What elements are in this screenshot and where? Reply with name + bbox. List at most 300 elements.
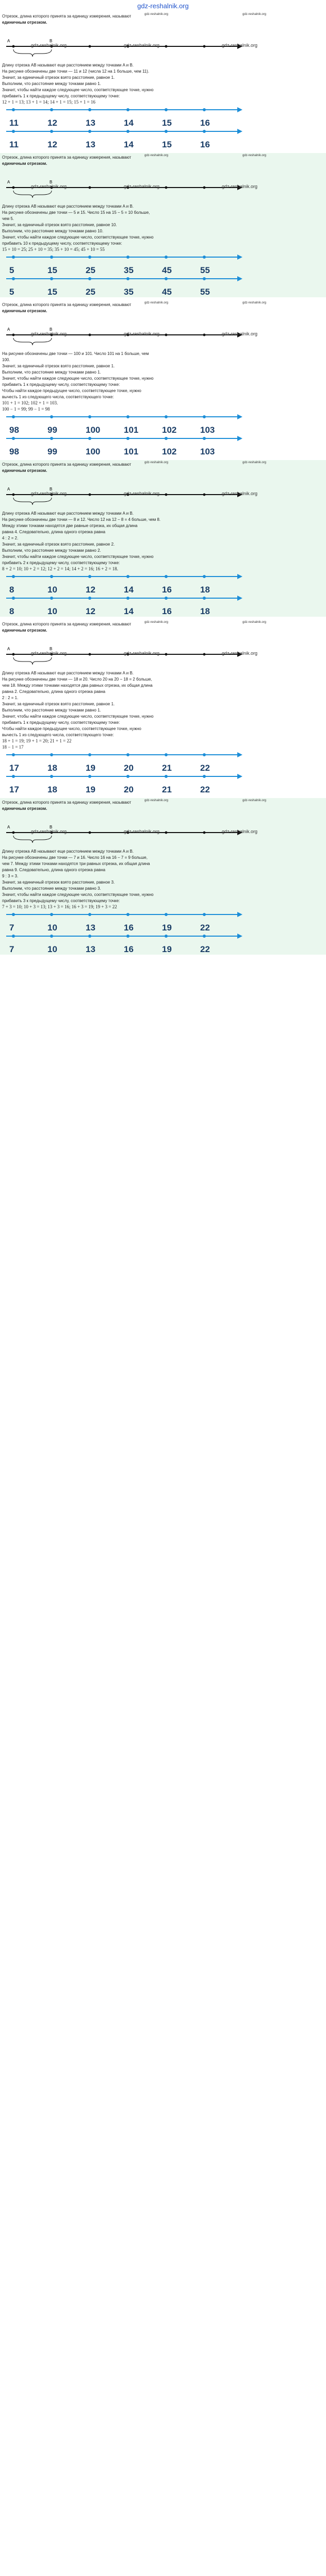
axis-tick (12, 494, 15, 496)
formula: 15 + 10 = 25; 25 + 10 = 35; 35 + 10 = 45; 45 + 10 = 55 (2, 247, 105, 252)
tick-label: 16 (124, 923, 134, 933)
tick-label: 55 (200, 265, 210, 275)
tick-label: 15 (47, 265, 57, 275)
axis-tick (165, 277, 168, 280)
explanation-line: 4 : 2 = 2. (2, 536, 19, 540)
axis-tick (12, 753, 15, 756)
tick-label: 14 (124, 585, 134, 595)
solution-section-1 (0, 12, 326, 150)
section-divider (0, 955, 326, 958)
tick-label: 16 (200, 118, 210, 128)
axis-tick (165, 775, 168, 778)
axis-tick (126, 575, 129, 578)
tick-labels-row (2, 265, 326, 275)
tick-label: 8 (9, 585, 14, 595)
tick-label: 15 (162, 118, 172, 128)
definition-text: Отрезок, длина которого принята за единицу измерения, называют (2, 800, 132, 805)
axis-arrow (237, 596, 242, 601)
axis-arrow (237, 129, 242, 134)
axis-tick (12, 45, 15, 48)
axis-tick (203, 187, 206, 189)
explanation-line: равна 4. Следовательно, длина одного отрезка равна (2, 530, 106, 534)
axis-tick (12, 575, 15, 578)
axis-tick (203, 334, 206, 336)
explanation-line: Выполним, что расстояние между точками равно 3. (2, 886, 101, 891)
axis-tick (203, 575, 206, 578)
formula-secondary: 18 − 1 = 17 (2, 744, 24, 750)
explanation-line: вычесть 1 из следующего числа, соответствующего точке: (2, 733, 114, 737)
tick-labels-row (2, 763, 326, 772)
axis-tick (165, 187, 168, 189)
axis-tick (126, 753, 129, 756)
axis-tick (12, 334, 15, 336)
axis-tick (203, 913, 206, 916)
formula: 101 + 1 = 102; 102 + 1 = 103. (2, 400, 58, 405)
axis-tick (50, 256, 53, 259)
definition-bold: единичным отрезком. (2, 468, 47, 473)
tick-label: 102 (162, 447, 177, 456)
axis-tick (165, 653, 168, 656)
watermark-text: gdz-reshalnik.org (31, 184, 67, 189)
number-line-answer-repeat (2, 275, 326, 296)
tick-label: 10 (47, 585, 57, 595)
tick-label: 25 (86, 265, 95, 275)
explanation-line: На рисунке обозначены две точки — 11 и 12 (числа 12 на 1 больше, чем 11). (2, 69, 150, 74)
tick-label: 10 (47, 923, 57, 933)
tick-labels-row (2, 923, 326, 932)
axis-tick (89, 832, 91, 834)
problem-text: Длину отрезка AB называют еще расстоянием между точками A и B. (2, 511, 134, 516)
watermark-text: gdz-reshalnik.org (144, 461, 169, 464)
tick-label: 101 (124, 447, 139, 456)
explanation-line: Значит, чтобы найти каждое следующее число, соответствующее точке, нужно (2, 88, 154, 92)
unit-brace (13, 836, 52, 843)
explanation-line: прибавить 10 к предыдущему числу, соответствующему точке: (2, 241, 122, 246)
axis-tick (126, 130, 129, 133)
explanation-line: Значит, чтобы найти каждое следующее число, соответствующее точке, нужно (2, 235, 154, 240)
axis-tick (50, 913, 53, 916)
axis-tick (126, 935, 129, 938)
unit-brace (13, 191, 52, 198)
explanation-line: Выполним, что расстояние между точками равно 10. (2, 229, 104, 233)
tick-label: 98 (9, 425, 19, 435)
number-line-answer (2, 910, 326, 932)
definition-text: Отрезок, длина которого принята за единицу измерения, называют (2, 302, 132, 307)
explanation-line: На рисунке обозначены две точки — 5 и 15. Число 15 на 15 − 5 = 10 больше, (2, 210, 150, 215)
tick-label: 16 (162, 585, 172, 595)
content (0, 12, 326, 958)
explanation-line: Выполним, что расстояние между точками равно 1. (2, 370, 101, 375)
definition-text: Отрезок, длина которого принята за единицу измерения, называют (2, 155, 132, 160)
tick-label: 16 (124, 944, 134, 954)
explanation-line: чем 5. (2, 216, 14, 221)
explanation-line: прибавить 3 к предыдущему числу, соответствующему точке: (2, 899, 120, 903)
axis-tick (12, 775, 15, 778)
axis-tick (89, 494, 91, 496)
tick-label: 35 (124, 287, 134, 297)
explanation-line: вычесть 1 из следующего числа, соответствующего точке: (2, 395, 114, 399)
tick-label: 45 (162, 287, 172, 297)
explanation-line: Выполним, что расстояние между точками равно 2. (2, 548, 101, 553)
solution-section-4 (0, 460, 326, 617)
axis-tick (165, 597, 168, 600)
problem-text: Длину отрезка AB называют еще расстоянием между точками A и B. (2, 63, 134, 67)
axis-arrow (237, 774, 242, 779)
formula: 7 + 3 = 10; 10 + 3 = 13; 13 + 3 = 16; 16 + 3 = 19; 19 + 3 = 22 (2, 904, 117, 909)
axis-arrow (237, 912, 242, 917)
explanation-line: Значит, за единичный отрезок взято расстояние, равное 2. (2, 542, 115, 547)
explanation-line: Значит, за единичный отрезок взято расстояние, равное 1. (2, 75, 115, 80)
point-b-label: B (50, 39, 53, 43)
watermark-text: gdz-reshalnik.org (242, 461, 267, 464)
point-a-label: A (7, 825, 10, 829)
axis-tick (88, 597, 91, 600)
tick-label: 16 (162, 606, 172, 616)
explanation-line: Чтобы найти каждое предыдущее число, соответствующее точке, нужно (2, 726, 141, 731)
explanation-line: равна 2. Следовательно, длина одного отрезка равна (2, 689, 106, 694)
number-line-svg (2, 594, 326, 606)
tick-label: 15 (162, 140, 172, 149)
point-a-label: A (7, 487, 10, 492)
tick-label: 16 (200, 140, 210, 149)
axis-tick (89, 187, 91, 189)
tick-label: 99 (47, 447, 57, 456)
axis-tick (126, 597, 129, 600)
explanation-line: Значит, за единичный отрезок взято расстояние, равное 10. (2, 223, 117, 227)
tick-label: 20 (124, 785, 134, 794)
tick-label: 18 (200, 585, 210, 595)
watermark-text: gdz-reshalnik.org (124, 43, 160, 48)
tick-label: 12 (47, 118, 57, 128)
axis-tick (126, 108, 129, 111)
tick-label: 35 (124, 265, 134, 275)
axis-tick (88, 753, 91, 756)
tick-label: 19 (162, 944, 172, 954)
number-line-answer-repeat (2, 772, 326, 794)
tick-label: 103 (200, 447, 215, 456)
axis-tick (50, 597, 53, 600)
explanation-line: чем 18. Между этими точками находятся два равных отрезка, их общая длина (2, 683, 153, 688)
point-a-label: A (7, 180, 10, 184)
number-line-svg (2, 751, 326, 763)
watermark-text: gdz-reshalnik.org (222, 829, 258, 834)
watermark-text: gdz-reshalnik.org (31, 43, 67, 48)
watermark-text: gdz-reshalnik.org (222, 331, 258, 336)
watermark-text: gdz-reshalnik.org (242, 13, 267, 16)
axis-tick (165, 45, 168, 48)
watermark-text: gdz-reshalnik.org (124, 651, 160, 656)
axis-tick (50, 130, 53, 133)
tick-label: 98 (9, 447, 19, 456)
axis-tick (50, 775, 53, 778)
explanation-line: прибавить 2 к предыдущему числу, соответствующему точке: (2, 561, 120, 565)
explanation-line: Значит, за единичный отрезок взято расстояние, равное 1. (2, 702, 115, 706)
explanation-line: Значит, чтобы найти каждое следующее число, соответствующее точке, нужно (2, 892, 154, 897)
number-line-svg (2, 772, 326, 785)
tick-labels-row (2, 425, 326, 434)
tick-label: 19 (162, 923, 172, 933)
tick-label: 100 (86, 425, 101, 435)
definition-text: Отрезок, длина которого принята за единицу измерения, называют (2, 622, 132, 626)
tick-label: 5 (9, 265, 14, 275)
tick-label: 18 (200, 606, 210, 616)
tick-label: 15 (47, 287, 57, 297)
axis-tick (88, 437, 91, 440)
axis-tick (203, 832, 206, 834)
explanation-line: Значит, чтобы найти каждое следующее число, соответствующее точке, нужно (2, 554, 154, 559)
axis-tick (203, 130, 206, 133)
number-line-svg (2, 253, 326, 265)
tick-label: 101 (124, 425, 139, 435)
tick-label: 13 (86, 118, 95, 128)
explanation-line: На рисунке обозначены две точки — 8 и 12. Число 12 на 12 − 8 = 4 больше, чем 8. (2, 517, 161, 522)
explanation-line: На рисунке обозначены две точки — 100 и 101. Число 101 на 1 больше, чем (2, 351, 149, 356)
definition-bold: единичным отрезком. (2, 161, 47, 166)
axis-tick (88, 935, 91, 938)
axis-tick (50, 277, 53, 280)
watermark-text: gdz-reshalnik.org (31, 491, 67, 496)
tick-label: 103 (200, 425, 215, 435)
number-line-svg (2, 434, 326, 447)
axis-tick (12, 913, 15, 916)
number-line-answer (2, 413, 326, 434)
unit-brace (13, 498, 52, 505)
number-line-answer (2, 572, 326, 594)
explanation-line: прибавить 1 к предыдущему числу, соответствующему точке: (2, 720, 120, 725)
explanation-line: равна 9. Следовательно, длина одного отрезка равна (2, 868, 106, 872)
axis-tick (12, 653, 15, 656)
number-line-svg (2, 932, 326, 944)
axis-tick (203, 775, 206, 778)
tick-labels-row (2, 585, 326, 594)
solution-section-5 (0, 620, 326, 795)
explanation-line: Выполним, что расстояние между точками равно 1. (2, 708, 101, 713)
explanation-line: На рисунке обозначены две точки — 7 и 16. Число 16 на 16 − 7 = 9 больше, (2, 855, 148, 860)
number-line-answer-repeat (2, 594, 326, 616)
explanation-line: На рисунке обозначены две точки — 18 и 20. Число 20 на 20 − 18 = 2 больше, (2, 677, 152, 682)
tick-label: 11 (9, 118, 19, 128)
tick-labels-row (2, 785, 326, 794)
tick-label: 20 (124, 763, 134, 773)
axis-tick (165, 913, 168, 916)
tick-label: 100 (86, 447, 101, 456)
explanation-line: Выполним, что расстояние между точками равно 1. (2, 81, 101, 86)
watermark-text: gdz-reshalnik.org (242, 621, 267, 624)
tick-label: 17 (9, 785, 19, 794)
tick-label: 12 (86, 585, 95, 595)
axis-tick (203, 108, 206, 111)
number-line-answer-repeat (2, 434, 326, 456)
watermark-text: gdz-reshalnik.org (242, 799, 267, 802)
watermark-text: gdz-reshalnik.org (242, 301, 267, 304)
watermark-text: gdz-reshalnik.org (144, 621, 169, 624)
tick-labels-row (2, 606, 326, 616)
axis-arrow (237, 107, 242, 112)
axis-tick (88, 913, 91, 916)
tick-label: 7 (9, 944, 14, 954)
definition-bold: единичным отрезком. (2, 628, 47, 633)
point-b-label: B (50, 180, 53, 184)
explanation-line: прибавить 1 к предыдущему числу, соответствующему точке: (2, 94, 120, 98)
axis-tick (12, 187, 15, 189)
axis-tick (12, 935, 15, 938)
number-line-svg (2, 413, 326, 425)
tick-labels-row (2, 447, 326, 456)
axis-tick (89, 334, 91, 336)
problem-text: Длину отрезка AB называют еще расстоянием между точками A и B. (2, 204, 134, 209)
tick-label: 10 (47, 606, 57, 616)
point-b-label: B (50, 647, 53, 651)
explanation-line: Значит, за единичный отрезок взято расстояние, равное 1. (2, 364, 115, 368)
tick-label: 99 (47, 425, 57, 435)
axis-tick (12, 597, 15, 600)
watermark-text: gdz-reshalnik.org (144, 301, 169, 304)
number-line-answer-repeat (2, 932, 326, 954)
axis-tick (203, 753, 206, 756)
axis-tick (203, 935, 206, 938)
tick-label: 13 (86, 923, 95, 933)
tick-label: 13 (86, 140, 95, 149)
definition-bold: единичным отрезком. (2, 20, 47, 25)
watermark-text: gdz-reshalnik.org (31, 651, 67, 656)
axis-tick (126, 437, 129, 440)
tick-label: 14 (124, 118, 134, 128)
tick-label: 19 (86, 785, 95, 794)
axis-tick (88, 256, 91, 259)
axis-tick (12, 437, 15, 440)
axis-tick (165, 256, 168, 259)
explanation-line: прибавить 1 к предыдущему числу, соответствующему точке: (2, 382, 120, 387)
explanation-line: 9 : 3 = 3. (2, 874, 19, 878)
tick-label: 12 (86, 606, 95, 616)
watermark-text: gdz-reshalnik.org (124, 184, 160, 189)
axis-tick (88, 108, 91, 111)
axis-tick (88, 775, 91, 778)
solution-section-6 (0, 798, 326, 955)
tick-label: 10 (47, 944, 57, 954)
formula: 8 + 2 = 10; 10 + 2 = 12; 12 + 2 = 14; 14 + 2 = 16; 16 + 2 = 18. (2, 566, 119, 571)
watermark-text: gdz-reshalnik.org (124, 829, 160, 834)
problem-text: Длину отрезка AB называют еще расстоянием между точками A и B. (2, 671, 134, 675)
axis-arrow (237, 255, 242, 260)
tick-label: 22 (200, 785, 210, 794)
axis-tick (12, 256, 15, 259)
explanation-line: чем 7. Между этими точками находятся три равных отрезка, их общая длина (2, 861, 150, 866)
axis-arrow (237, 934, 242, 939)
unit-brace (13, 338, 52, 345)
axis-tick (203, 415, 206, 418)
axis-tick (12, 130, 15, 133)
axis-tick (165, 108, 168, 111)
axis-tick (88, 575, 91, 578)
tick-label: 102 (162, 425, 177, 435)
watermark-text: gdz-reshalnik.org (31, 829, 67, 834)
axis-tick (165, 575, 168, 578)
tick-label: 22 (200, 923, 210, 933)
solution-section-3 (0, 300, 326, 457)
axis-tick (126, 277, 129, 280)
axis-tick (165, 494, 168, 496)
tick-label: 14 (124, 606, 134, 616)
axis-tick (165, 753, 168, 756)
watermark-text: gdz-reshalnik.org (124, 331, 160, 336)
solution-section-2 (0, 153, 326, 297)
tick-label: 11 (9, 140, 19, 149)
tick-label: 13 (86, 944, 95, 954)
axis-tick (126, 775, 129, 778)
axis-tick (203, 597, 206, 600)
number-line-answer (2, 253, 326, 275)
axis-tick (88, 415, 91, 418)
tick-label: 17 (9, 763, 19, 773)
axis-tick (126, 913, 129, 916)
point-b-label: B (50, 487, 53, 492)
axis-tick (12, 415, 15, 418)
tick-label: 18 (47, 785, 57, 794)
axis-tick (165, 334, 168, 336)
unit-brace (13, 657, 52, 665)
point-b-label: B (50, 327, 53, 332)
axis-tick (50, 437, 53, 440)
definition-text: Отрезок, длина которого принята за единицу измерения, называют (2, 462, 132, 467)
number-line-answer (2, 751, 326, 772)
axis-tick (165, 832, 168, 834)
formula: 18 + 1 = 19; 19 + 1 = 20; 21 + 1 = 22 (2, 738, 72, 743)
tick-labels-row (2, 140, 326, 149)
axis-tick (203, 277, 206, 280)
tick-labels-row (2, 118, 326, 127)
number-line-svg (2, 275, 326, 287)
definition-text: Отрезок, длина которого принята за единицу измерения, называют (2, 14, 132, 19)
number-line-svg (2, 127, 326, 140)
tick-labels-row (2, 944, 326, 954)
tick-labels-row (2, 287, 326, 296)
number-line-answer-repeat (2, 127, 326, 149)
tick-label: 14 (124, 140, 134, 149)
axis-tick (126, 415, 129, 418)
explanation-line: 100. (2, 358, 10, 362)
axis-tick (88, 130, 91, 133)
problem-text: Длину отрезка AB называют еще расстоянием между точками A и B. (2, 849, 134, 854)
tick-label: 55 (200, 287, 210, 297)
explanation-line: Значит, чтобы найти каждое следующее число, соответствующее точке, нужно (2, 376, 154, 381)
axis-tick (88, 277, 91, 280)
site-title-link[interactable]: gdz-reshalnik.org (137, 2, 189, 10)
definition-bold: единичным отрезком. (2, 309, 47, 313)
point-a-label: A (7, 647, 10, 651)
point-a-label: A (7, 39, 10, 43)
tick-label: 8 (9, 606, 14, 616)
watermark-text: gdz-reshalnik.org (242, 154, 267, 157)
watermark-text: gdz-reshalnik.org (222, 43, 258, 48)
axis-arrow (237, 752, 242, 757)
explanation-line: Значит, за единичный отрезок взято расстояние, равное 3. (2, 880, 115, 885)
point-b-label: B (50, 825, 53, 829)
axis-tick (50, 108, 53, 111)
watermark-text: gdz-reshalnik.org (222, 491, 258, 496)
axis-tick (12, 832, 15, 834)
tick-label: 19 (86, 763, 95, 773)
watermark-text: gdz-reshalnik.org (222, 651, 258, 656)
axis-tick (203, 494, 206, 496)
axis-tick (203, 45, 206, 48)
point-a-label: A (7, 327, 10, 332)
axis-tick (203, 256, 206, 259)
number-line-svg (2, 572, 326, 585)
tick-label: 25 (86, 287, 95, 297)
axis-arrow (237, 276, 242, 281)
axis-tick (50, 415, 53, 418)
